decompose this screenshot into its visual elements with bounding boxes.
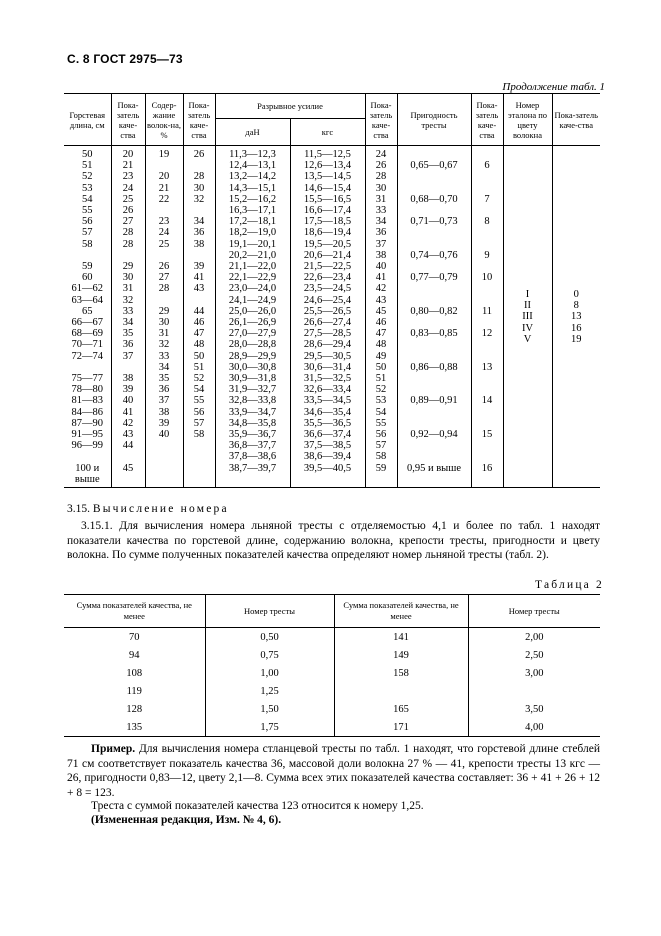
header-sum-2: Сумма показателей качества, не менее — [334, 595, 468, 628]
header-quality-1: Пока-затель каче-ства — [111, 94, 145, 146]
cell-number-1: 1,00 — [205, 664, 334, 682]
cell-number-1: 1,75 — [205, 718, 334, 737]
header-sum-1: Сумма показателей качества, не менее — [64, 595, 205, 628]
cell-sum-1: 128 — [64, 700, 205, 718]
cell-number-1: 0,75 — [205, 646, 334, 664]
table-row — [64, 646, 600, 664]
cell-number-2: 4,00 — [468, 718, 600, 737]
example-note: Треста с суммой показателей качества 123 относится к номеру 1,25. — [91, 800, 424, 812]
header-color-standard: Номер эталона по цвету волокна — [503, 94, 552, 146]
header-quality-4: Пока-затель каче-ства — [471, 94, 503, 146]
cell-sum-2: 141 — [334, 628, 468, 647]
column-color-standard: I II III IV V — [503, 146, 552, 488]
cell-sum-2 — [334, 682, 468, 700]
cell-sum-2: 171 — [334, 718, 468, 737]
section-title: Вычисление номера — [92, 503, 229, 515]
header-quality-3: Пока-затель каче-ства — [365, 94, 397, 146]
cell-number-2: 2,50 — [468, 646, 600, 664]
header-quality-2: Пока-затель каче-ства — [183, 94, 215, 146]
section-number: 3.15. — [67, 503, 90, 515]
header-fiber: Содер-жание волок-на, % — [145, 94, 183, 146]
quality-indicators-table — [64, 93, 600, 488]
cell-sum-1: 94 — [64, 646, 205, 664]
table-row — [64, 718, 600, 737]
header-number-1: Номер тресты — [205, 595, 334, 628]
cell-number-2 — [468, 682, 600, 700]
table-row — [64, 700, 600, 718]
page-header: С. 8 ГОСТ 2975—73 — [67, 52, 183, 66]
header-length: Горстевая длина, см — [64, 94, 111, 146]
column-quality-3: 24 26 28 30 31 33 34 36 37 38 40 41 42 43 45 46 47 48 49 50 51 52 53 54 55 56 57 58 59 — [365, 146, 397, 488]
header-suitability: Пригодность тресты — [397, 94, 471, 146]
cell-number-1: 1,50 — [205, 700, 334, 718]
column-quality-5: 0 8 13 16 19 — [552, 146, 600, 488]
table2-caption: Таблица 2 — [535, 579, 604, 591]
cell-number-1: 0,50 — [205, 628, 334, 647]
example-text: Для вычисления номера стланцевой тресты по табл. 1 находят, что горстевой длине стеблей 71 см соответствует показатель качества 36, массовой доли волокна 27 % — 41, крепости тресты 13 кгс — 26, пригодности 0,83—12, цвету 2,1—8. Сумма всех этих показателей качества составляет: 36 + 41 + 26 + 12 + 8 = 123. — [67, 743, 600, 799]
cell-number-2: 2,00 — [468, 628, 600, 647]
header-dan: даН — [215, 119, 290, 146]
table-row — [64, 682, 600, 700]
cell-number-2: 3,00 — [468, 664, 600, 682]
cell-sum-1: 135 — [64, 718, 205, 737]
column-kgs: 11,5—12,5 12,6—13,4 13,5—14,5 14,6—15,4 15,5—16,5 16,6—17,4 17,5—18,5 18,6—19,4 19,5—20,5 20,6—21,4 21,5—22,5 22,6—23,4 23,5—24,5 24,6—25,4 25,5—26,5 26,6—27,4 27,5—28,5 28,6—29,4 29,5—30,5 30,6—31,4 31,5—32,5 32,6—33,4 33,5—34,5 34,6—35,4 35,5—36,5 36,6—37,4 37,5—38,5 38,6—39,4 39,5—40,5 — [290, 146, 365, 488]
column-dan: 11,3—12,3 12,4—13,1 13,2—14,2 14,3—15,1 15,2—16,2 16,3—17,1 17,2—18,1 18,2—19,0 19,1—20,1 20,2—21,0 21,1—22,0 22,1—22,9 23,0—24,0 24,1—24,9 25,0—26,0 26,1—26,9 27,0—27,9 28,0—28,8 28,9—29,9 30,0—30,8 30,9—31,8 31,9—32,7 32,8—33,8 33,9—34,7 34,8—35,8 35,9—36,7 36,8—37,7 37,8—38,6 38,7—39,7 — [215, 146, 290, 488]
edition-note: (Измененная редакция, Изм. № 4, 6). — [91, 814, 282, 826]
column-quality-2: 26 28 30 32 34 36 38 39 41 43 44 46 47 48 50 51 52 54 55 56 57 58 — [183, 146, 215, 488]
column-quality-1: 20 21 23 24 25 26 27 28 28 29 30 31 32 33 34 35 36 37 38 39 40 41 42 43 44 45 — [111, 146, 145, 488]
column-quality-4: 6 7 8 9 10 11 12 13 14 15 16 — [471, 146, 503, 488]
cell-sum-2: 165 — [334, 700, 468, 718]
cell-sum-2: 158 — [334, 664, 468, 682]
column-length: 50 51 52 53 54 55 56 57 58 59 60 61—62 63—64 65 66—67 68—69 70—71 72—74 75—77 78—80 81—83 84—86 87—90 91—95 96—99 100 и выше — [64, 146, 111, 488]
header-number-2: Номер тресты — [468, 595, 600, 628]
section-paragraph: 3.15.1. Для вычисления номера льняной тресты с отделяемостью 4,1 и более по табл. 1 находят показатели качества по горстевой длине, содержанию волокна, крепости тресты, пригодности и цвету волокна. По сумме полученных показателей качества определяют номер льняной тресты (табл. 2). — [67, 520, 600, 561]
table-row — [64, 628, 600, 647]
column-suitability: 0,65—0,67 0,68—0,70 0,71—0,73 0,74—0,76 0,77—0,79 0,80—0,82 0,83—0,85 0,86—0,88 0,89—0,91 0,92—0,94 0,95 и выше — [397, 146, 471, 488]
example-label: Пример. — [91, 743, 136, 755]
cell-sum-1: 108 — [64, 664, 205, 682]
cell-number-1: 1,25 — [205, 682, 334, 700]
table-continuation-label: Продолжение табл. 1 — [502, 81, 605, 93]
cell-sum-1: 119 — [64, 682, 205, 700]
cell-sum-2: 149 — [334, 646, 468, 664]
table-row — [64, 664, 600, 682]
header-breaking-force: Разрывное усилие — [215, 94, 365, 119]
section-heading — [67, 503, 229, 515]
header-kgs: кгс — [290, 119, 365, 146]
quality-number-table — [64, 594, 600, 737]
header-quality-5: Пока-затель каче-ства — [552, 94, 600, 146]
cell-number-2: 3,50 — [468, 700, 600, 718]
example-paragraph — [67, 742, 600, 800]
column-fiber: 19 20 21 22 23 24 25 26 27 28 29 30 31 32 33 34 35 36 37 38 39 40 — [145, 146, 183, 488]
cell-sum-1: 70 — [64, 628, 205, 647]
